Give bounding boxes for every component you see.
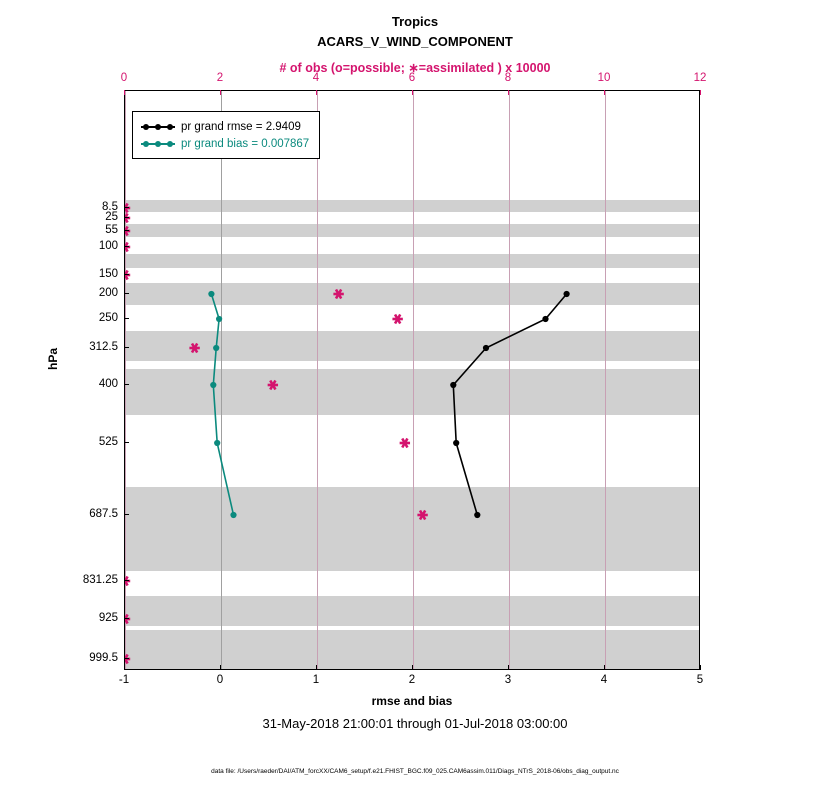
top-x-tick-mark xyxy=(508,90,509,95)
y-tick-mark xyxy=(124,514,129,515)
obs-count-marker xyxy=(124,577,130,586)
top-x-tick-mark xyxy=(412,90,413,95)
obs-count-marker xyxy=(124,227,130,236)
y-tick-label: 925 xyxy=(98,612,118,624)
top-x-tick-label: 0 xyxy=(120,72,128,84)
x-tick-mark xyxy=(316,665,317,670)
y-tick-mark xyxy=(124,618,129,619)
data-file-caption: data file: /Users/raeder/DAI/ATM_forcXX/CAM6_setup/f.e21.FHIST_BGC.f09_025.CAM6assim.011/Diags_NTrS_2018-06/obs_diag_output.nc xyxy=(211,768,619,775)
series-marker xyxy=(208,291,214,297)
top-x-tick-mark xyxy=(124,90,125,95)
obs-count-marker xyxy=(400,439,410,448)
y-tick-mark xyxy=(124,658,129,659)
legend-label-rmse: pr grand rmse = 2.9409 xyxy=(181,120,301,133)
chart-title-variable: ACARS_V_WIND_COMPONENT xyxy=(317,34,513,49)
x-tick-label: 4 xyxy=(600,674,608,686)
top-x-tick-label: 4 xyxy=(312,72,320,84)
y-tick-label: 100 xyxy=(98,240,118,252)
top-x-tick-label: 8 xyxy=(504,72,512,84)
obs-count-marker xyxy=(124,243,130,252)
x-tick-label: 2 xyxy=(408,674,416,686)
top-x-tick-mark xyxy=(316,90,317,95)
obs-count-marker xyxy=(392,315,402,324)
y-tick-mark xyxy=(124,347,129,348)
x-tick-mark xyxy=(604,665,605,670)
series-line xyxy=(211,294,233,515)
top-x-tick-label: 10 xyxy=(597,72,611,84)
y-tick-label: 687.5 xyxy=(89,508,118,520)
x-tick-mark xyxy=(220,665,221,670)
obs-count-marker xyxy=(189,344,199,353)
obs-count-marker xyxy=(124,214,130,223)
y-tick-label: 525 xyxy=(98,436,118,448)
series-line xyxy=(453,294,566,515)
data-overlay xyxy=(125,91,699,669)
obs-count-marker xyxy=(333,290,343,299)
series-marker xyxy=(214,440,220,446)
y-tick-mark xyxy=(124,246,129,247)
chart-legend xyxy=(132,111,320,159)
top-x-tick-label: 2 xyxy=(216,72,224,84)
top-axis-tick-labels xyxy=(120,72,707,88)
top-axis-title: # of obs (o=possible; ∗=assimilated ) x 10000 xyxy=(279,61,551,75)
series-marker xyxy=(542,316,548,322)
y-tick-mark xyxy=(124,442,129,443)
x-tick-mark xyxy=(508,665,509,670)
series-marker xyxy=(564,291,570,297)
series-marker xyxy=(216,316,222,322)
y-tick-label: 250 xyxy=(98,312,118,324)
y-tick-label: 200 xyxy=(98,287,118,299)
y-tick-label: 400 xyxy=(98,378,118,390)
top-x-tick-mark xyxy=(604,90,605,95)
top-x-tick-label: 12 xyxy=(693,72,707,84)
plot-area xyxy=(124,90,700,670)
y-tick-label: 831.25 xyxy=(82,574,118,586)
series-marker xyxy=(453,440,459,446)
y-tick-label: 55 xyxy=(105,224,118,236)
y-tick-mark xyxy=(124,580,129,581)
top-x-tick-mark xyxy=(700,90,701,95)
obs-count-marker xyxy=(124,655,130,664)
legend-swatch-rmse xyxy=(141,121,175,133)
x-tick-mark xyxy=(412,665,413,670)
series-marker xyxy=(474,512,480,518)
date-range-caption: 31-May-2018 21:00:01 through 01-Jul-2018 03:00:00 xyxy=(262,716,568,731)
y-axis-title: hPa xyxy=(46,347,60,370)
y-tick-mark xyxy=(124,293,129,294)
y-tick-mark xyxy=(124,217,129,218)
obs-count-marker xyxy=(124,271,130,280)
obs-count-marker xyxy=(417,511,427,520)
bottom-axis-tick-labels xyxy=(118,674,704,690)
series-marker xyxy=(210,382,216,388)
top-x-tick-label: 6 xyxy=(408,72,416,84)
y-tick-mark xyxy=(124,230,129,231)
x-tick-label: 0 xyxy=(216,674,224,686)
x-tick-mark xyxy=(124,665,125,670)
y-tick-label: 8.5 xyxy=(102,201,118,213)
series-marker xyxy=(230,512,236,518)
legend-label-bias: pr grand bias = 0.007867 xyxy=(181,137,310,150)
series-marker xyxy=(213,345,219,351)
x-tick-label: 1 xyxy=(312,674,320,686)
legend-item-rmse xyxy=(141,118,309,135)
obs-count-marker xyxy=(124,204,130,213)
y-tick-label: 25 xyxy=(105,211,118,223)
x-tick-label: 3 xyxy=(504,674,512,686)
x-axis-title: rmse and bias xyxy=(371,694,453,708)
y-tick-label: 999.5 xyxy=(89,652,118,664)
y-tick-mark xyxy=(124,207,129,208)
series-marker xyxy=(483,345,489,351)
obs-count-marker xyxy=(124,615,130,624)
legend-item-bias xyxy=(141,135,309,152)
y-tick-mark xyxy=(124,274,129,275)
y-axis-tick-labels xyxy=(0,90,118,670)
x-tick-label: -1 xyxy=(118,674,130,686)
y-tick-label: 150 xyxy=(98,268,118,280)
x-tick-label: 5 xyxy=(696,674,704,686)
y-tick-mark xyxy=(124,384,129,385)
top-x-tick-mark xyxy=(220,90,221,95)
x-tick-mark xyxy=(700,665,701,670)
obs-count-marker xyxy=(268,381,278,390)
y-tick-mark xyxy=(124,318,129,319)
chart-title-region: Tropics xyxy=(391,14,439,29)
y-tick-label: 312.5 xyxy=(89,341,118,353)
legend-swatch-bias xyxy=(141,138,175,150)
series-marker xyxy=(450,382,456,388)
